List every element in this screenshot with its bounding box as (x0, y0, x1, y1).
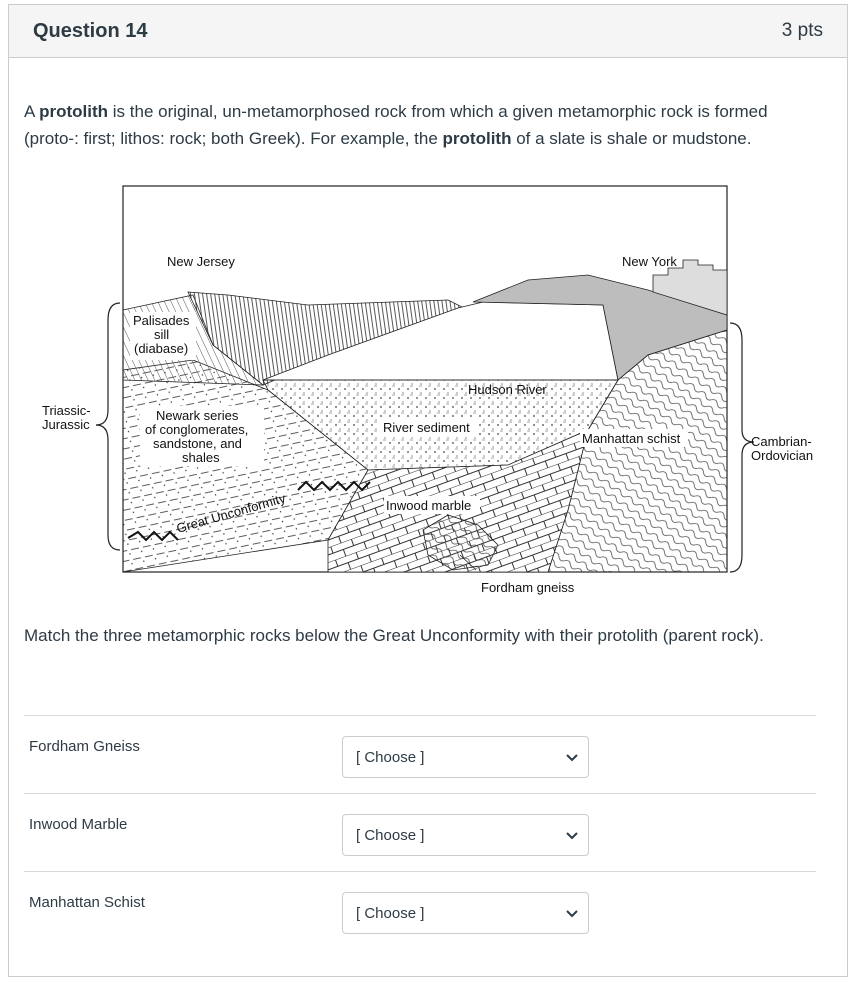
intro-bold-2: protolith (442, 129, 512, 148)
label-hudson-river: Hudson River (468, 382, 547, 397)
label-newark-1: Newark series (156, 408, 239, 423)
question-intro (24, 98, 824, 152)
label-cambrian: Cambrian- (751, 434, 812, 449)
label-diabase: (diabase) (134, 341, 189, 356)
label-triassic: Triassic- (42, 403, 91, 418)
match-instructions: Match the three metamorphic rocks below the Great Unconformity with their protolith (parent rock). (24, 626, 764, 645)
label-palisades: Palisades (133, 313, 190, 328)
label-new-jersey: New Jersey (167, 254, 235, 269)
label-new-york: New York (622, 254, 677, 269)
label-inwood-marble: Inwood marble (386, 498, 472, 513)
select-value: [ Choose ] (356, 904, 425, 922)
match-row-label: Inwood Marble (29, 816, 128, 833)
label-newark-2: of conglomerates, (145, 422, 249, 437)
label-sill: sill (154, 327, 170, 342)
match-row (24, 871, 816, 949)
label-jurassic: Jurassic (42, 417, 90, 432)
intro-text-3: of a slate is shale or mudstone. (511, 129, 752, 148)
answer-select[interactable] (342, 814, 589, 856)
question-points: 3 pts (781, 20, 823, 41)
matching-rows (24, 715, 816, 949)
intro-text-1: A (24, 102, 40, 121)
label-manhattan-schist: Manhattan schist (582, 431, 681, 446)
label-newark-3: sandstone, and (153, 436, 242, 451)
label-ordovician: Ordovician (751, 448, 814, 463)
answer-select[interactable] (342, 736, 589, 778)
match-row-label: Fordham Gneiss (29, 738, 140, 755)
match-row (24, 715, 816, 793)
question-title: Question 14 (33, 19, 148, 42)
select-value: [ Choose ] (356, 826, 425, 844)
label-fordham-gneiss: Fordham gneiss (481, 580, 575, 595)
intro-text-2: is the original, un-metamorphosed rock from which a given metamorphic rock is formed (proto-: first; lithos: rock; both Greek). For example, the (24, 102, 768, 148)
chevron-down-icon (564, 749, 580, 765)
answer-select[interactable] (342, 892, 589, 934)
label-great-unconformity: Great Unconformity (174, 490, 288, 536)
match-row-label: Manhattan Schist (29, 894, 145, 911)
chevron-down-icon (564, 827, 580, 843)
question-header (9, 5, 847, 58)
geologic-cross-section-figure (28, 180, 818, 600)
select-value: [ Choose ] (356, 748, 425, 766)
label-newark-4: shales (182, 450, 220, 465)
match-row (24, 793, 816, 871)
chevron-down-icon (564, 905, 580, 921)
label-river-sediment: River sediment (383, 420, 470, 435)
intro-bold-1: protolith (39, 102, 109, 121)
